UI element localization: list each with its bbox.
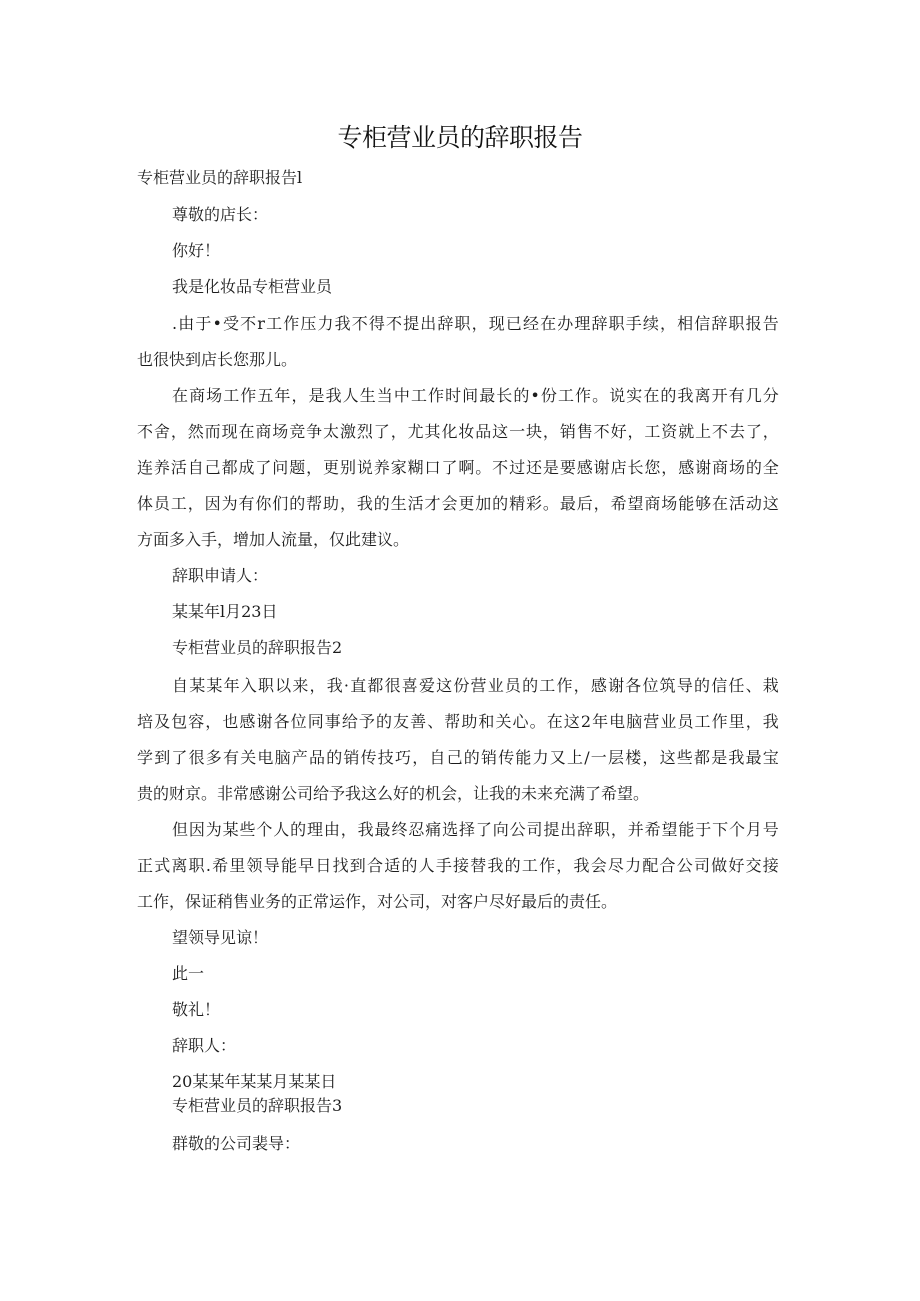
signature-label-2: 辞职人： bbox=[172, 1036, 237, 1055]
document-title: 专柜营业员的辞职报告 bbox=[337, 123, 583, 152]
greeting-1: 你好！ bbox=[172, 241, 221, 260]
section-heading-3: 专柜营业员的辞职报告3 bbox=[172, 1096, 343, 1115]
paragraph-line: 也很快到店长您那儿。 bbox=[137, 350, 298, 369]
date-line-1: 某某年l月23日 bbox=[172, 602, 278, 621]
paragraph-line: 连养活自己都成了问题，更别说养家糊口了啊。不过还是要感谢店长您，感谢商场的全 bbox=[137, 458, 779, 477]
paragraph-line: 正式离职.希里领导能早日找到合适的人手接替我的工作，我会尽力配合公司做好交接 bbox=[137, 856, 779, 875]
paragraph-line: 但因为某些个人的理由，我最终忍痛选择了向公司提出辞职，并希望能于下个月号 bbox=[172, 820, 779, 839]
paragraph-line: 学到了很多有关电脑产品的销传技巧，自己的销传能力又上/一层楼，这些都是我最宝 bbox=[137, 748, 779, 767]
paragraph-line: .由于•受不r工作压力我不得不提出辞职，现已经在办理辞职手续，相信辞职报告 bbox=[172, 314, 779, 333]
paragraph-line: 贵的财京。非常感谢公司给予我这么好的机会，让我的未来充满了希望。 bbox=[137, 784, 650, 803]
signature-label-1: 辞职申请人： bbox=[172, 566, 269, 585]
closing-line: 望领导见谅！ bbox=[172, 928, 269, 947]
section-heading-2: 专柜营业员的辞职报告2 bbox=[172, 638, 343, 657]
salutation-1: 尊敬的店长： bbox=[172, 205, 269, 224]
section-heading-1: 专柜营业员的辞职报告l bbox=[137, 168, 303, 187]
closing-line: 此一 bbox=[172, 964, 205, 983]
paragraph-line: 不舍，然而现在商场竞争太激烈了，尤其化妆品这一块，销售不好，工资就上不去了， bbox=[137, 422, 779, 441]
closing-line: 敬礼！ bbox=[172, 1000, 221, 1019]
paragraph-line: 培及包容，也感谢各位同事给予的友善、帮助和关心。在这2年电脑营业员工作里，我 bbox=[137, 712, 779, 731]
paragraph-line: 方面多入手，增加人流量，仅此建议。 bbox=[137, 530, 410, 549]
paragraph-line: 我是化妆品专柜营业员 bbox=[172, 277, 333, 296]
date-line-2: 20某某年某某月某某日 bbox=[172, 1072, 337, 1091]
paragraph-line: 在商场工作五年，是我人生当中工作时间最长的•份工作。说实在的我离开有几分 bbox=[172, 386, 779, 405]
paragraph-line: 体员工，因为有你们的帮助，我的生活才会更加的精彩。最后，希望商场能够在活动这 bbox=[137, 494, 779, 513]
paragraph-line: 工作，保证稍售业务的正常运作，对公司，对客户尽好最后的责任。 bbox=[137, 892, 618, 911]
salutation-3: 群敬的公司裴导： bbox=[172, 1134, 301, 1153]
paragraph-line: 自某某年入职以来，我·直都很喜爱这份营业员的工作，感谢各位筑导的信任、栽 bbox=[172, 676, 779, 695]
